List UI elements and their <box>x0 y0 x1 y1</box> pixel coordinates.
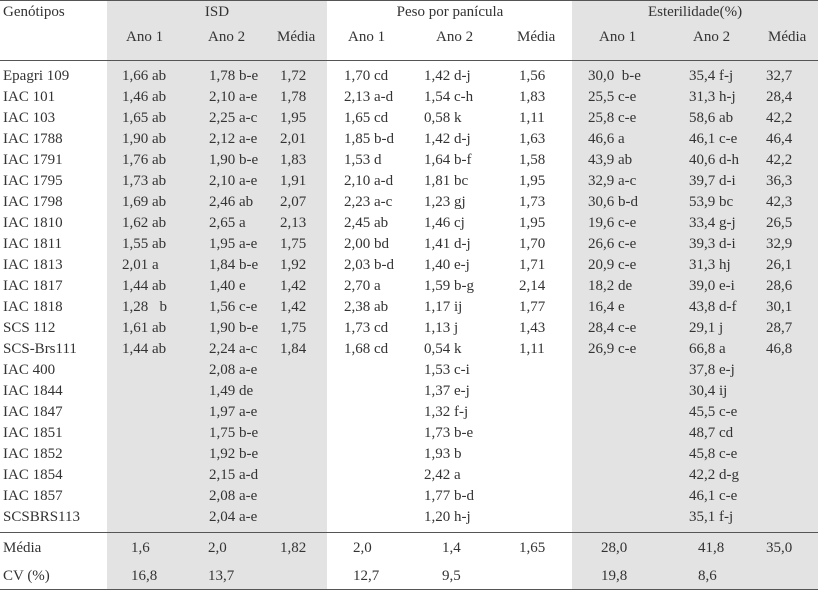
table-cell: 1,53 c-i <box>424 362 470 378</box>
table-cell: 1,73 ab <box>122 173 167 189</box>
footer-cell: 28,0 <box>601 540 628 556</box>
footer-label: CV (%) <box>3 568 50 584</box>
table-cell: 42,2 d-g <box>689 467 739 483</box>
table-cell: 1,71 <box>519 257 546 273</box>
table-cell: 1,69 ab <box>122 194 167 210</box>
sub-header: Ano 2 <box>436 29 474 45</box>
table-cell: 1,28 b <box>122 299 167 315</box>
table-cell: 1,66 ab <box>122 68 167 84</box>
footer-cell: 1,6 <box>131 540 150 556</box>
table-cell: 2,08 a-e <box>209 362 258 378</box>
table-cell: 2,10 a-d <box>344 173 394 189</box>
table-cell: 28,4 <box>766 89 793 105</box>
table-cell: 1,73 b-e <box>424 425 474 441</box>
table-cell: 1,92 <box>280 257 307 273</box>
table-cell: 1,90 ab <box>122 131 167 147</box>
table-cell: 32,7 <box>766 68 793 84</box>
genotype-name: IAC 1851 <box>3 425 63 441</box>
table-cell: 1,46 cj <box>424 215 465 231</box>
table-cell: 2,10 a-e <box>209 89 258 105</box>
group-header: ISD <box>204 4 230 20</box>
group-header: Esterilidade(%) <box>647 4 743 20</box>
table-cell: 1,85 b-d <box>344 131 394 147</box>
genotype-name: SCSBRS113 <box>3 509 80 525</box>
table-cell: 42,2 <box>766 110 793 126</box>
table-cell: 1,95 <box>519 215 546 231</box>
footer-label: Média <box>3 540 42 556</box>
genotype-name: IAC 1798 <box>3 194 63 210</box>
table-cell: 1,56 c-e <box>209 299 258 315</box>
table-cell: 1,58 <box>519 152 546 168</box>
table-cell: 1,61 ab <box>122 320 167 336</box>
footer-cell: 13,7 <box>208 568 235 584</box>
genotype-name: IAC 1788 <box>3 131 63 147</box>
table-cell: 1,11 <box>519 341 545 357</box>
table-cell: 1,84 b-e <box>209 257 259 273</box>
table-cell: 1,40 e <box>209 278 246 294</box>
footer-cell: 8,6 <box>698 568 717 584</box>
footer-cell: 1,82 <box>280 540 307 556</box>
table-cell: 1,62 ab <box>122 215 167 231</box>
table-cell: 2,07 <box>280 194 307 210</box>
table-cell: 1,43 <box>519 320 546 336</box>
table-cell: 37,8 e-j <box>689 362 735 378</box>
table-cell: 1,11 <box>519 110 545 126</box>
table-cell: 1,76 ab <box>122 152 167 168</box>
table-cell: 39,3 d-i <box>689 236 736 252</box>
footer-cell: 16,8 <box>131 568 158 584</box>
table-cell: 48,7 cd <box>689 425 734 441</box>
table-cell: 1,95 <box>280 110 307 126</box>
table-cell: 1,75 b-e <box>209 425 259 441</box>
table-cell: 45,5 c-e <box>689 404 738 420</box>
table-cell: 1,75 <box>280 320 307 336</box>
table-cell: 2,01 a <box>122 257 159 273</box>
table-cell: 26,1 <box>766 257 793 273</box>
header-rule <box>0 60 818 61</box>
table-cell: 66,8 a <box>689 341 726 357</box>
footer-cell: 41,8 <box>698 540 725 556</box>
table-cell: 19,6 c-e <box>588 215 637 231</box>
table-cell: 1,90 b-e <box>209 152 259 168</box>
table-cell: 1,64 b-f <box>424 152 472 168</box>
sub-header: Ano 2 <box>693 29 731 45</box>
table-cell: 1,75 <box>280 236 307 252</box>
table-cell: 2,13 <box>280 215 307 231</box>
table-cell: 39,0 e-i <box>689 278 735 294</box>
table-cell: 46,8 <box>766 341 793 357</box>
table-cell: 2,38 ab <box>344 299 389 315</box>
table-cell: 30,6 b-d <box>588 194 638 210</box>
footer-cell: 2,0 <box>208 540 227 556</box>
sub-header: Média <box>517 29 556 45</box>
footer-cell: 12,7 <box>353 568 380 584</box>
footer-cell: 9,5 <box>442 568 461 584</box>
table-cell: 1,70 cd <box>344 68 389 84</box>
table-cell: 2,08 a-e <box>209 488 258 504</box>
table-cell: 31,3 hj <box>689 257 731 273</box>
table-cell: 1,81 bc <box>424 173 469 189</box>
table-cell: 46,4 <box>766 131 793 147</box>
table-cell: 2,13 a-d <box>344 89 394 105</box>
genotype-name: IAC 1817 <box>3 278 63 294</box>
genotype-name: IAC 1818 <box>3 299 63 315</box>
sub-header: Ano 1 <box>348 29 386 45</box>
genotype-name: SCS-Brs111 <box>3 341 77 357</box>
table-cell: 1,73 <box>519 194 546 210</box>
table-cell: 1,42 d-j <box>424 131 471 147</box>
genotype-header: Genótipos <box>3 4 65 20</box>
table-cell: 2,01 <box>280 131 307 147</box>
table-cell: 0,58 k <box>424 110 462 126</box>
table-cell: 1,65 ab <box>122 110 167 126</box>
table-cell: 2,42 a <box>424 467 461 483</box>
table-cell: 2,70 a <box>344 278 381 294</box>
table-cell: 1,23 gj <box>424 194 466 210</box>
table-cell: 1,73 cd <box>344 320 389 336</box>
footer-cell: 19,8 <box>601 568 628 584</box>
table-cell: 35,1 f-j <box>689 509 734 525</box>
table-cell: 1,65 cd <box>344 110 389 126</box>
table-cell: 29,1 j <box>689 320 724 336</box>
table-cell: 1,95 <box>519 173 546 189</box>
table-cell: 1,44 ab <box>122 278 167 294</box>
table-cell: 1,70 <box>519 236 546 252</box>
genotype-name: IAC 103 <box>3 110 56 126</box>
table-cell: 1,68 cd <box>344 341 389 357</box>
table-cell: 1,42 d-j <box>424 68 471 84</box>
table-cell: 1,53 d <box>344 152 382 168</box>
table-cell: 1,78 <box>280 89 307 105</box>
table-cell: 1,97 a-e <box>209 404 258 420</box>
table-cell: 30,4 ij <box>689 383 728 399</box>
table-cell: 2,46 ab <box>209 194 254 210</box>
sub-header: Média <box>768 29 807 45</box>
table-cell: 45,8 c-e <box>689 446 738 462</box>
table-cell: 1,17 ij <box>424 299 463 315</box>
table-cell: 2,00 bd <box>344 236 389 252</box>
table-cell: 39,7 d-i <box>689 173 736 189</box>
table-cell: 2,10 a-e <box>209 173 258 189</box>
table-cell: 1,83 <box>519 89 546 105</box>
table-cell: 30,1 <box>766 299 793 315</box>
table-cell: 1,54 c-h <box>424 89 474 105</box>
table-cell: 33,4 g-j <box>689 215 736 231</box>
genotype-name: IAC 1795 <box>3 173 63 189</box>
table-cell: 42,2 <box>766 152 793 168</box>
table-cell: 1,46 ab <box>122 89 167 105</box>
table-cell: 1,55 ab <box>122 236 167 252</box>
table-cell: 1,44 ab <box>122 341 167 357</box>
table-cell: 30,0 b-e <box>588 68 641 84</box>
table-cell: 28,6 <box>766 278 793 294</box>
table-cell: 2,23 a-c <box>344 194 393 210</box>
table-cell: 26,9 c-e <box>588 341 637 357</box>
table-cell: 2,24 a-c <box>209 341 258 357</box>
table-cell: 2,65 a <box>209 215 246 231</box>
group-header: Peso por panícula <box>396 4 504 20</box>
table-cell: 46,1 c-e <box>689 488 738 504</box>
sub-header: Média <box>277 29 316 45</box>
table-cell: 1,90 b-e <box>209 320 259 336</box>
table-cell: 2,04 a-e <box>209 509 258 525</box>
genotype-name: IAC 1813 <box>3 257 63 273</box>
body-bottom-rule <box>0 532 818 533</box>
table-cell: 1,40 e-j <box>424 257 470 273</box>
genotype-name: IAC 400 <box>3 362 56 378</box>
genotype-name: IAC 1852 <box>3 446 63 462</box>
table-cell: 40,6 d-h <box>689 152 739 168</box>
table-cell: 32,9 a-c <box>588 173 637 189</box>
footer-cell: 2,0 <box>353 540 372 556</box>
table-cell: 46,6 a <box>588 131 625 147</box>
table-cell: 32,9 <box>766 236 793 252</box>
genotype-name: IAC 1857 <box>3 488 63 504</box>
table-cell: 0,54 k <box>424 341 462 357</box>
table-cell: 20,9 c-e <box>588 257 637 273</box>
table-cell: 1,56 <box>519 68 546 84</box>
table-cell: 1,77 <box>519 299 546 315</box>
table-cell: 1,59 b-g <box>424 278 474 294</box>
sub-header: Ano 1 <box>599 29 637 45</box>
genotype-name: IAC 1847 <box>3 404 63 420</box>
table-cell: 1,42 <box>280 299 307 315</box>
footer-cell: 1,65 <box>519 540 546 556</box>
table-cell: 46,1 c-e <box>689 131 738 147</box>
table-cell: 31,3 h-j <box>689 89 736 105</box>
table-cell: 28,4 c-e <box>588 320 637 336</box>
genotype-name: IAC 1854 <box>3 467 63 483</box>
table-cell: 36,3 <box>766 173 793 189</box>
genotype-name: IAC 101 <box>3 89 56 105</box>
table-cell: 58,6 ab <box>689 110 734 126</box>
table-cell: 43,8 d-f <box>689 299 737 315</box>
table-cell: 2,45 ab <box>344 215 389 231</box>
table-cell: 1,72 <box>280 68 307 84</box>
top-rule <box>0 0 818 1</box>
table-cell: 35,4 f-j <box>689 68 734 84</box>
sub-header: Ano 2 <box>208 29 246 45</box>
table-cell: 42,3 <box>766 194 793 210</box>
table-cell: 1,41 d-j <box>424 236 471 252</box>
table-cell: 1,63 <box>519 131 546 147</box>
table-cell: 18,2 de <box>588 278 633 294</box>
genotype-name: IAC 1810 <box>3 215 63 231</box>
table-cell: 1,84 <box>280 341 307 357</box>
table-cell: 1,93 b <box>424 446 462 462</box>
table-cell: 2,25 a-c <box>209 110 258 126</box>
table-cell: 25,5 c-e <box>588 89 637 105</box>
table-cell: 1,95 a-e <box>209 236 258 252</box>
table-cell: 26,5 <box>766 215 793 231</box>
table-cell: 1,77 b-d <box>424 488 474 504</box>
table-cell: 1,42 <box>280 278 307 294</box>
table-cell: 2,14 <box>519 278 546 294</box>
table-cell: 1,13 j <box>424 320 459 336</box>
sub-header: Ano 1 <box>126 29 164 45</box>
table-cell: 1,32 f-j <box>424 404 469 420</box>
genotype-name: IAC 1811 <box>3 236 63 252</box>
footer-cell: 1,4 <box>442 540 461 556</box>
table-cell: 1,83 <box>280 152 307 168</box>
table-cell: 1,49 de <box>209 383 254 399</box>
table-cell: 1,78 b-e <box>209 68 259 84</box>
table-cell: 28,7 <box>766 320 793 336</box>
table-cell: 26,6 c-e <box>588 236 637 252</box>
table-cell: 1,91 <box>280 173 307 189</box>
genotype-name: Epagri 109 <box>3 68 70 84</box>
footer-cell: 35,0 <box>766 540 793 556</box>
table-cell: 25,8 c-e <box>588 110 637 126</box>
genotype-name: IAC 1791 <box>3 152 63 168</box>
table-cell: 2,03 b-d <box>344 257 394 273</box>
genotype-name: IAC 1844 <box>3 383 63 399</box>
genotype-name: SCS 112 <box>3 320 56 336</box>
table-cell: 2,15 a-d <box>209 467 259 483</box>
table-cell: 16,4 e <box>588 299 625 315</box>
table-cell: 1,37 e-j <box>424 383 470 399</box>
table-cell: 43,9 ab <box>588 152 633 168</box>
table-cell: 1,92 b-e <box>209 446 259 462</box>
table-cell: 53,9 bc <box>689 194 734 210</box>
table-cell: 2,12 a-e <box>209 131 258 147</box>
table-cell: 1,20 h-j <box>424 509 471 525</box>
